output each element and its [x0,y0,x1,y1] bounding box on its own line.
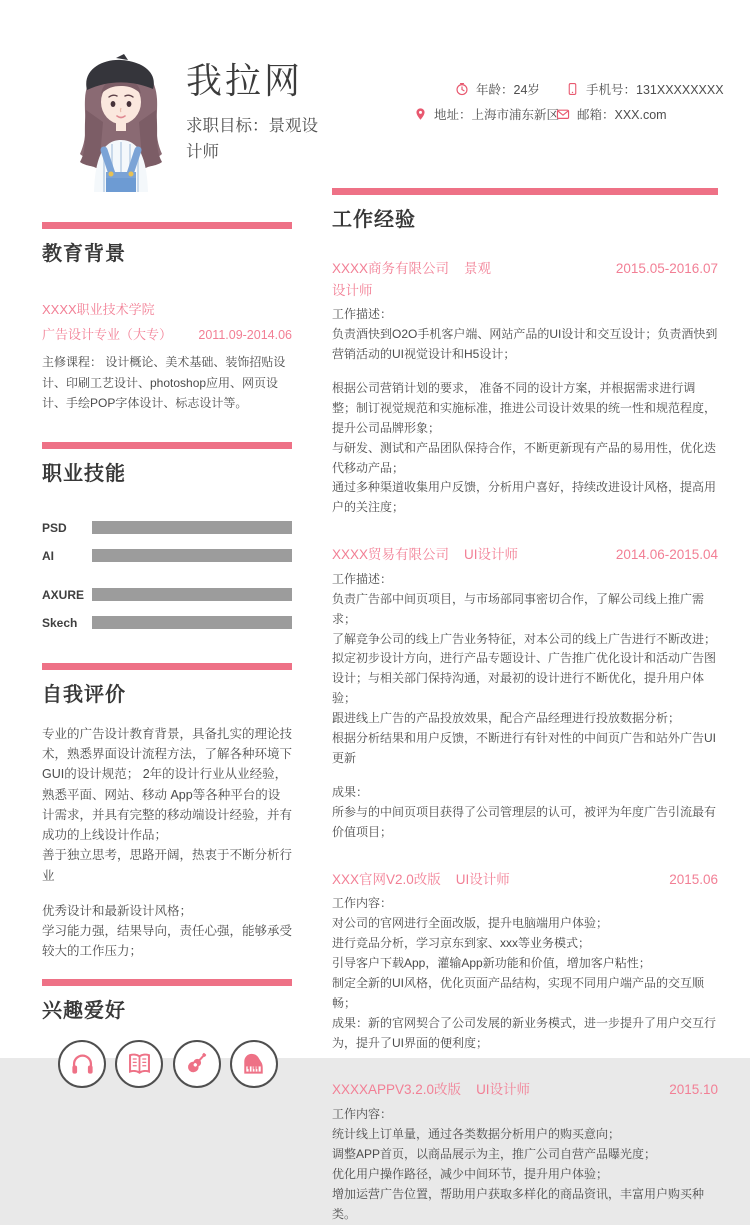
mail-icon [556,107,570,121]
contact-age [455,80,540,98]
book-icon [126,1050,153,1077]
education-courses: 主修课程： 设计概论、美术基础、装饰招贴设计、印刷工艺设计、photoshop应用、网页设计、手绘POP字体设计、标志设计等。 [42,355,286,411]
experience-entry [332,544,718,842]
skill-bar [92,521,292,534]
section-title-self-evaluation: 自我评价 [42,683,126,706]
entry-company: XXXX贸易有限公司 [332,547,450,563]
section-title-education: 教育背景 [42,243,126,265]
entry-position: 景观设计师 [332,261,492,298]
contact-email-text: 邮箱：XXX.com [577,108,667,122]
skill-row [42,549,292,563]
section-education [42,222,292,414]
entry-text-line: 通过多种渠道收集用户反馈，分析用户喜好，持续改进设计风格，提高用户的关注度； [332,480,717,515]
hobby-circle [230,1040,278,1088]
self-evaluation-paragraph: 善于独立思考，思路开阔，热衷于不断分析行业 [42,848,293,883]
entry-text-line: 统计线上订单量，通过各类数据分析用户的购买意向； [332,1126,621,1141]
entry-text-line: 优化用户操作路径，减少中间环节，提升用户体验； [332,1166,609,1181]
skill-bar [92,616,292,629]
entry-text-line: 工作描述： [332,571,393,586]
entry-text-line: 了解竞争公司的线上广告业务特征，对本公司的线上广告进行不断改进； [332,631,717,646]
entry-title [332,1079,530,1101]
headphones-icon [69,1050,96,1077]
skill-bar [92,549,292,562]
entry-text-line: 成果：新的官网契合了公司发展的新业务模式，进一步提升了用户交互行为，提升了UI界面的便利度； [332,1015,717,1050]
education-major: 广告设计专业（大专） [42,327,173,342]
entry-company: XXXX商务有限公司 [332,261,450,276]
entry-text-line: 根据分析结果和用户反馈，不断进行有针对性的中间页广告和站外广告UI更新 [332,731,717,765]
hobby-circle [58,1040,106,1088]
contact-phone-text: 手机号：131XXXXXXXX [586,83,724,97]
entry-text-line: 成果： [332,784,369,799]
skill-row [42,588,292,602]
experience-entry [332,869,718,1054]
entry-body [332,894,718,1053]
contact-age-text: 年龄：24岁 [476,83,540,97]
experience-entry [332,1079,718,1224]
entry-body [332,305,718,518]
entry-text-line: 对公司的官网进行全面改版，提升电脑端用户体验； [332,916,609,931]
section-self-evaluation [42,663,292,962]
experience-entries [332,258,718,1225]
section-title-hobbies: 兴趣爱好 [42,999,126,1022]
contact-email [556,105,667,123]
entry-date: 2015.10 [669,1082,718,1098]
contact-phone [566,80,724,98]
entry-text-line: 进行竞品分析，学习京东到家、xxx等业务模式； [332,936,591,951]
job-objective: 求职目标：景观设计师 [186,117,318,161]
hobby-circle [173,1040,221,1088]
skill-row [42,521,292,535]
entry-date: 2015.05-2016.07 [615,261,718,276]
section-accent-bar [332,188,718,195]
candidate-name: 我拉网 [186,60,304,101]
entry-text-line: 工作描述： [332,307,393,322]
entry-text-line: 根据公司营销计划的要求， 准备不同的设计方案，并根据需求进行调整；制订视觉规范和实施标准，推进公司设计效果的统一性和规范程度，提升公司品牌形象； [332,380,717,435]
entry-text-line: 与研发、测试和产品团队保持合作，不断更新现有产品的易用性，优化迭代移动产品； [332,440,717,475]
piano-icon [240,1050,267,1077]
guitar-icon [183,1050,210,1077]
section-title-experience: 工作经验 [332,209,416,231]
entry-text-line: 制定全新的UI风格，优化页面产品结构，实现不同用户端产品的交互顺畅； [332,975,705,1010]
education-date: 2011.09-2014.06 [198,328,292,342]
entry-title [332,869,510,891]
entry-text-line: 引导客户下载App，灌输App新功能和价值，增加客户粘性； [332,955,651,970]
section-skills [42,442,292,630]
entry-company: XXXXAPPV3.2.0改版 [332,1082,462,1098]
entry-text-line: 工作内容： [332,896,393,911]
entry-text-line: 负责酒快到O2O手机客户端、网站产品的UI设计和交互设计；负责酒快到营销活动的UI视觉设计和H5设计； [332,327,718,361]
section-accent-bar [42,442,292,449]
entry-text-line: 拟定初步设计方向，进行产品专题设计、广告推广优化设计和活动广告图设计；与相关部门保持沟通，对最初的设计进行不断优化，提升用户体验； [332,651,717,706]
location-icon [414,107,427,121]
self-evaluation-paragraph: 优秀设计和最新设计风格； [42,903,193,918]
skill-label: PSD [42,520,67,535]
phone-icon [566,82,579,96]
self-evaluation-paragraph: 专业的广告设计教育背景，具备扎实的理论技术，熟悉界面设计流程方法，了解各种环境下GUI的设计规范； 2年的设计行业从业经验，熟悉平面、网站、移动 App等各种平台的设计需求，并具有完整的移动端设计经验，并有成功的上线设计作品； [42,726,293,843]
skill-label: Skech [42,615,78,630]
entry-text-line: 增加运营广告位置，帮助用户获取多样化的商品资讯，丰富用户购买种类。 [332,1186,705,1221]
experience-entry [332,258,718,518]
skill-list [42,521,292,630]
education-school: XXXX职业技术学院 [42,302,155,317]
skill-label: AXURE [42,587,85,602]
section-accent-bar [42,663,292,670]
entry-text-line: 所参与的中间页项目获得了公司管理层的认可，被评为年度广告引流最有价值项目； [332,804,717,839]
skill-label: AI [42,548,54,563]
contact-address-text: 地址：上海市浦东新区 [434,108,560,122]
entry-title [332,544,518,566]
section-accent-bar [42,222,292,229]
self-evaluation-text [42,724,292,962]
entry-body [332,1105,718,1224]
entry-position: UI设计师 [455,871,510,887]
self-evaluation-paragraph: 学习能力强，结果导向，责任心强，能够承受较大的工作压力； [42,924,293,959]
entry-position: UI设计师 [476,1082,531,1098]
entry-title [332,258,504,301]
clock-icon [455,82,469,96]
paragraph-gap [332,769,718,783]
avatar [66,50,176,192]
entry-text-line: 调整APP首页，以商品展示为主，推广公司自营产品曝光度； [332,1146,657,1161]
entry-text-line: 负责广告部中间页项目，与市场部同事密切合作，了解公司线上推广需求； [332,591,705,626]
entry-date: 2014.06-2015.04 [615,547,718,563]
skill-bar [92,588,292,601]
entry-text-line: 跟进线上广告的产品投放效果，配合产品经理进行投放数据分析； [332,711,681,726]
section-accent-bar [42,979,292,986]
section-experience [332,188,718,1225]
paragraph-gap [42,886,292,901]
hobby-icon-list [42,1040,292,1088]
entry-company: XXX官网V2.0改版 [332,871,441,887]
contact-address [414,105,559,123]
entry-date: 2015.06 [669,871,718,887]
section-title-skills: 职业技能 [42,462,126,485]
entry-text-line: 工作内容： [332,1107,393,1122]
entry-body [332,570,718,843]
skill-row [42,616,292,630]
section-hobbies [42,979,292,1088]
paragraph-gap [332,365,718,379]
hobby-circle [115,1040,163,1088]
entry-position: UI设计师 [464,547,519,563]
